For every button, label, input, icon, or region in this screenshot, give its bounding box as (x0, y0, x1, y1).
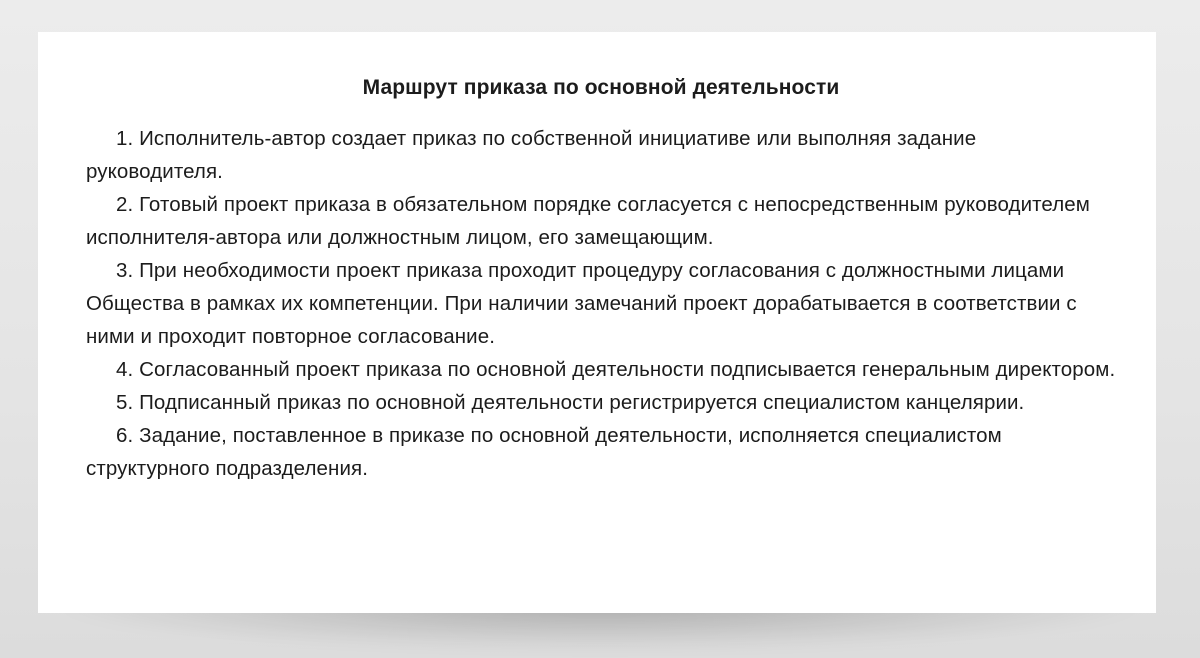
step-item: 2. Готовый проект приказа в обязательном порядке согласуется с непосредственным руководителем исполнителя-автора или должностным лицом, его замещающим. (86, 193, 1090, 249)
step-item: 5. Подписанный приказ по основной деятельности регистрируется специалистом канцелярии. (116, 391, 1025, 414)
step-item: 6. Задание, поставленное в приказе по основной деятельности, исполняется специалистом структурного подразделения. (86, 424, 1002, 480)
document-title: Маршрут приказа по основной деятельности (362, 76, 840, 99)
steps-list (86, 122, 1116, 485)
step-item: 1. Исполнитель-автор создает приказ по собственной инициативе или выполняя задание руководителя. (86, 127, 977, 183)
step-item: 4. Согласованный проект приказа по основной деятельности подписывается генеральным директором. (116, 358, 1116, 381)
document-card (38, 32, 1156, 613)
step-item: 3. При необходимости проект приказа проходит процедуру согласования с должностными лицами Общества в рамках их компетенции. При наличии замечаний проект дорабатывается в соответствии с ними и проходит повторное согласование. (86, 259, 1077, 348)
